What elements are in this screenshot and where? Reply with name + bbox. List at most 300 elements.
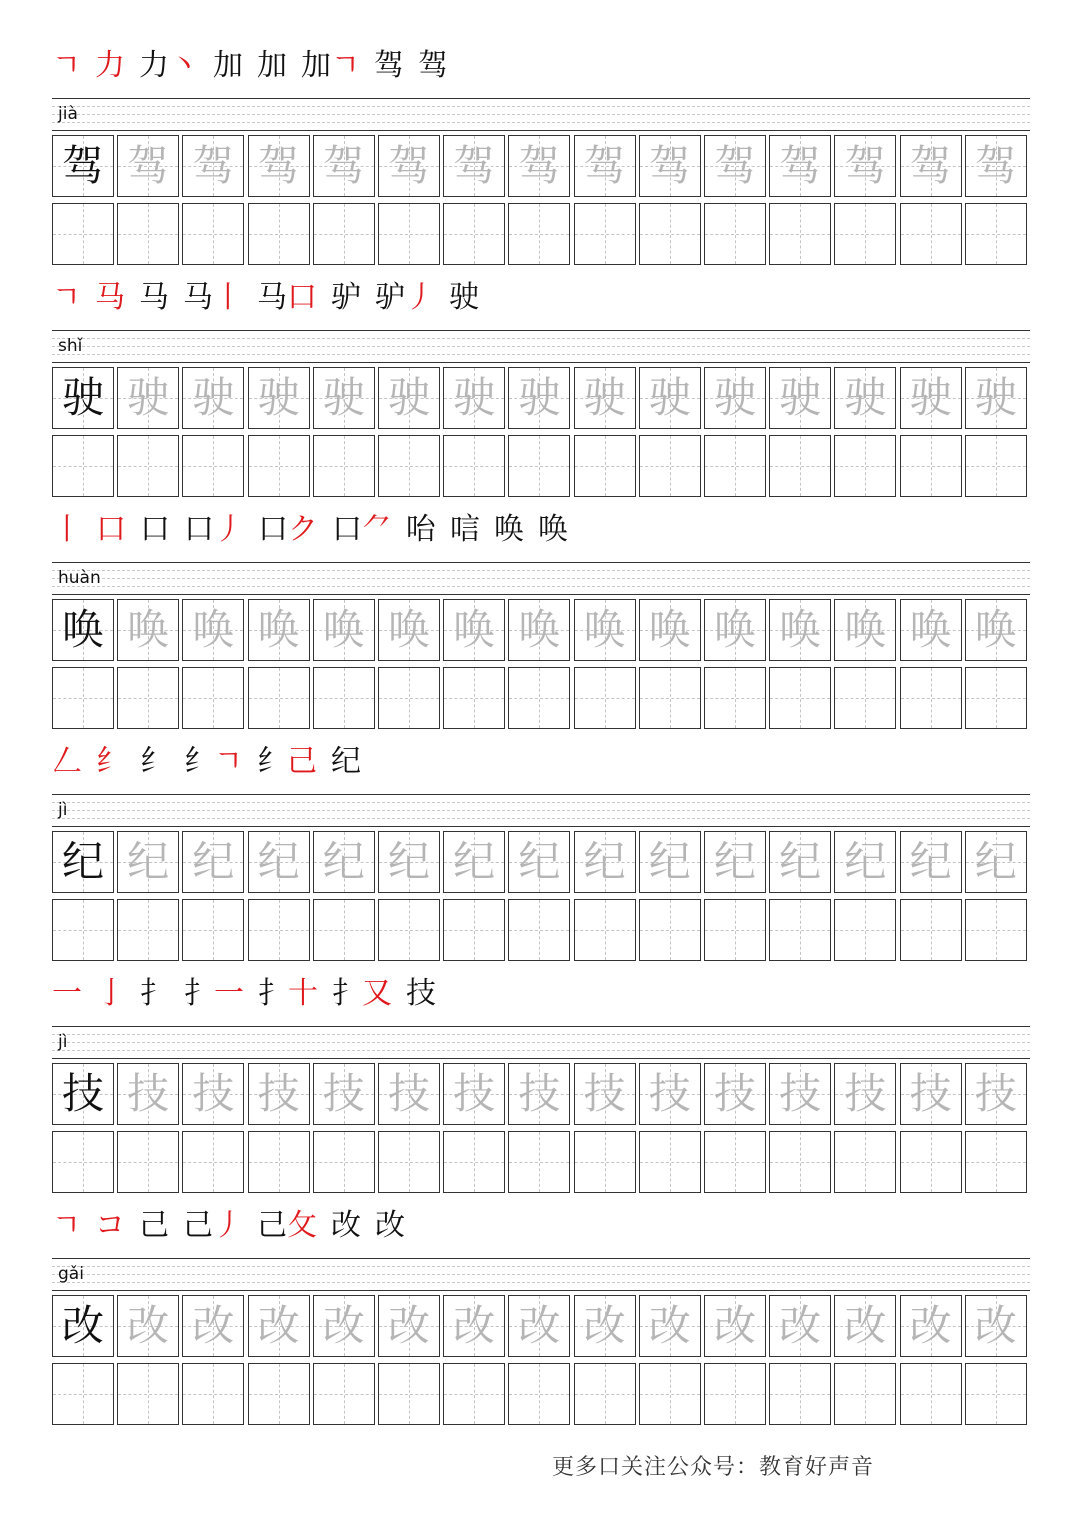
trace-character: 改	[387, 1301, 430, 1350]
stroke-step	[96, 972, 126, 1016]
stroke-step-new: 丨	[212, 280, 243, 315]
trace-cell	[248, 831, 310, 893]
stroke-step-base: 纟	[256, 744, 287, 779]
blank-practice-cell[interactable]	[900, 203, 962, 265]
trace-character: 驶	[909, 373, 952, 422]
stroke-step	[375, 1204, 405, 1248]
trace-cell	[639, 1295, 701, 1357]
trace-cell	[508, 135, 570, 197]
trace-cell	[117, 831, 179, 893]
blank-practice-cell[interactable]	[52, 435, 114, 497]
blank-practice-cell[interactable]	[182, 1131, 244, 1193]
trace-character: 唤	[974, 605, 1017, 654]
trace-character: 驾	[518, 141, 561, 190]
trace-cell	[378, 135, 440, 197]
trace-cell	[508, 367, 570, 429]
blank-practice-cell[interactable]	[704, 667, 766, 729]
stroke-step-base: 马	[138, 280, 169, 315]
blank-practice-cell[interactable]	[182, 435, 244, 497]
trace-cell	[769, 135, 831, 197]
blank-practice-cell[interactable]	[639, 1131, 701, 1193]
stroke-step-base: 扌	[258, 976, 288, 1011]
trace-cell	[574, 135, 636, 197]
trace-cell	[900, 1295, 962, 1357]
trace-cell	[900, 831, 962, 893]
trace-character: 技	[974, 1069, 1017, 1118]
stroke-step-new: ㄱ	[330, 48, 360, 83]
trace-cell	[248, 599, 310, 661]
pinyin-guide-line	[52, 586, 1030, 587]
blank-practice-cell[interactable]	[965, 899, 1027, 961]
trace-cell	[965, 135, 1027, 197]
trace-character: 驶	[322, 373, 365, 422]
blank-practice-cell[interactable]	[574, 667, 636, 729]
blank-practice-cell[interactable]	[248, 1131, 310, 1193]
stroke-step-base: 加	[300, 48, 331, 83]
stroke-step	[257, 276, 317, 320]
blank-practice-cell[interactable]	[248, 667, 310, 729]
blank-practice-cell[interactable]	[834, 899, 896, 961]
pinyin-guide-line	[52, 1266, 1030, 1267]
trace-character: 纪	[909, 837, 952, 886]
trace-character: 驾	[322, 141, 365, 190]
trace-cell	[704, 1295, 766, 1357]
blank-practice-cell[interactable]	[378, 203, 440, 265]
blank-practice-cell[interactable]	[378, 1363, 440, 1425]
blank-practice-cell[interactable]	[508, 203, 570, 265]
blank-practice-cell[interactable]	[704, 203, 766, 265]
stroke-step-base: 咍	[406, 512, 436, 547]
blank-practice-cell[interactable]	[704, 899, 766, 961]
stroke-step	[449, 276, 479, 320]
pinyin-top-line	[52, 562, 1030, 563]
stroke-step-base: 口	[258, 512, 288, 547]
blank-practice-cell[interactable]	[965, 435, 1027, 497]
blank-practice-cell[interactable]	[443, 203, 505, 265]
blank-practice-cell[interactable]	[117, 1363, 179, 1425]
pinyin-top-line	[52, 794, 1030, 795]
trace-character: 技	[583, 1069, 626, 1118]
blank-practice-cell[interactable]	[508, 667, 570, 729]
trace-character: 改	[322, 1301, 365, 1350]
blank-practice-cell[interactable]	[248, 1363, 310, 1425]
blank-practice-cell[interactable]	[313, 203, 375, 265]
trace-character: 驶	[127, 373, 170, 422]
blank-practice-cell[interactable]	[443, 1363, 505, 1425]
trace-character: 驾	[844, 141, 887, 190]
trace-character: 驶	[387, 373, 430, 422]
blank-practice-cell[interactable]	[117, 203, 179, 265]
blank-practice-cell[interactable]	[378, 1131, 440, 1193]
blank-practice-cell[interactable]	[900, 667, 962, 729]
blank-practice-cell[interactable]	[574, 1131, 636, 1193]
trace-cell	[378, 1295, 440, 1357]
blank-practice-cell[interactable]	[900, 435, 962, 497]
stroke-step-base: 己	[256, 1208, 287, 1243]
stroke-step	[331, 740, 361, 784]
blank-practice-cell[interactable]	[508, 1131, 570, 1193]
tracing-row	[52, 599, 1030, 663]
trace-character: 唤	[844, 605, 887, 654]
trace-character: 技	[192, 1069, 235, 1118]
trace-character: 技	[909, 1069, 952, 1118]
blank-practice-cell[interactable]	[248, 899, 310, 961]
stroke-step	[258, 508, 318, 552]
trace-character: 技	[453, 1069, 496, 1118]
stroke-step	[139, 1204, 169, 1248]
trace-character: 改	[192, 1301, 235, 1350]
trace-character: 唤	[322, 605, 365, 654]
practice-row	[52, 1131, 1030, 1195]
blank-practice-cell[interactable]	[900, 899, 962, 961]
blank-practice-cell[interactable]	[834, 1131, 896, 1193]
blank-practice-cell[interactable]	[574, 1363, 636, 1425]
pinyin-bottom-line	[52, 1290, 1030, 1291]
blank-practice-cell[interactable]	[313, 899, 375, 961]
trace-cell	[639, 831, 701, 893]
pinyin-bottom-line	[52, 362, 1030, 363]
stroke-step	[52, 508, 82, 552]
trace-cell	[182, 599, 244, 661]
blank-practice-cell[interactable]	[182, 667, 244, 729]
stroke-order-strip	[52, 740, 375, 784]
trace-character: 驶	[583, 373, 626, 422]
practice-row	[52, 667, 1030, 731]
stroke-step-new: 丿	[214, 512, 244, 547]
trace-cell	[704, 1063, 766, 1125]
blank-practice-cell[interactable]	[52, 667, 114, 729]
blank-practice-cell[interactable]	[574, 899, 636, 961]
trace-cell	[834, 1063, 896, 1125]
trace-character: 驶	[518, 373, 561, 422]
stroke-step-base: 口	[184, 512, 214, 547]
blank-practice-cell[interactable]	[834, 667, 896, 729]
trace-cell	[900, 135, 962, 197]
trace-character: 技	[387, 1069, 430, 1118]
trace-character: 改	[648, 1301, 691, 1350]
stroke-step-base: 唤	[494, 512, 524, 547]
stroke-step-base: 己	[182, 1208, 213, 1243]
stroke-step	[257, 740, 317, 784]
trace-cell	[248, 1295, 310, 1357]
stroke-step-base: 马	[182, 280, 213, 315]
trace-character: 纪	[257, 837, 300, 886]
tracing-row	[52, 135, 1030, 199]
pinyin-bottom-line	[52, 130, 1030, 131]
pinyin-label: jià	[58, 104, 78, 124]
trace-cell	[378, 831, 440, 893]
trace-cell	[182, 135, 244, 197]
pinyin-label: jì	[58, 1032, 68, 1052]
trace-character: 唤	[779, 605, 822, 654]
trace-cell	[574, 599, 636, 661]
trace-character: 驶	[713, 373, 756, 422]
trace-character: 改	[257, 1301, 300, 1350]
pinyin-guide-line	[52, 354, 1030, 355]
stroke-step	[52, 972, 82, 1016]
blank-practice-cell[interactable]	[769, 667, 831, 729]
blank-practice-cell[interactable]	[52, 1363, 114, 1425]
blank-practice-cell[interactable]	[965, 203, 1027, 265]
trace-character: 纪	[974, 837, 1017, 886]
stroke-step	[184, 972, 244, 1016]
blank-practice-cell[interactable]	[378, 667, 440, 729]
trace-cell	[574, 1295, 636, 1357]
stroke-step-base: 唁	[450, 512, 480, 547]
trace-character: 纪	[844, 837, 887, 886]
blank-practice-cell[interactable]	[248, 435, 310, 497]
trace-cell	[834, 135, 896, 197]
stroke-step	[494, 508, 524, 552]
stroke-step	[52, 276, 81, 320]
trace-character: 驶	[453, 373, 496, 422]
blank-practice-cell[interactable]	[117, 435, 179, 497]
stroke-step	[450, 508, 480, 552]
stroke-order-strip	[52, 44, 462, 88]
pinyin-label: huàn	[58, 568, 101, 588]
stroke-step-new: 一	[52, 976, 82, 1011]
blank-practice-cell[interactable]	[900, 1363, 962, 1425]
trace-cell	[769, 1295, 831, 1357]
trace-character: 改	[974, 1301, 1017, 1350]
tracing-row	[52, 831, 1030, 895]
stroke-step	[183, 276, 243, 320]
blank-practice-cell[interactable]	[378, 435, 440, 497]
blank-practice-cell[interactable]	[639, 667, 701, 729]
stroke-step	[52, 1204, 81, 1248]
blank-practice-cell[interactable]	[965, 1363, 1027, 1425]
blank-practice-cell[interactable]	[508, 899, 570, 961]
trace-cell	[117, 1063, 179, 1125]
blank-practice-cell[interactable]	[769, 899, 831, 961]
stroke-step-new: 丶	[168, 48, 199, 83]
practice-row	[52, 899, 1030, 963]
trace-cell	[248, 135, 310, 197]
pinyin-top-line	[52, 98, 1030, 99]
stroke-step-new: ク	[288, 512, 318, 547]
trace-character: 驾	[192, 141, 235, 190]
trace-cell	[834, 831, 896, 893]
trace-cell	[574, 831, 636, 893]
trace-cell	[965, 367, 1027, 429]
stroke-order-strip	[52, 1204, 419, 1248]
stroke-step	[96, 740, 126, 784]
trace-character: 驾	[583, 141, 626, 190]
trace-cell	[443, 831, 505, 893]
blank-practice-cell[interactable]	[182, 1363, 244, 1425]
stroke-step-base: 纟	[184, 744, 214, 779]
trace-character: 驾	[713, 141, 756, 190]
blank-practice-cell[interactable]	[117, 899, 179, 961]
blank-practice-cell[interactable]	[117, 1131, 179, 1193]
stroke-step-new: コ	[94, 1208, 125, 1243]
trace-cell	[508, 599, 570, 661]
trace-character: 纪	[648, 837, 691, 886]
model-character: 纪	[61, 837, 104, 886]
trace-cell	[117, 135, 179, 197]
stroke-step-new: 马	[94, 280, 125, 315]
pinyin-guide-line	[52, 114, 1030, 115]
trace-cell	[313, 135, 375, 197]
trace-cell	[639, 1063, 701, 1125]
stroke-step	[406, 508, 436, 552]
pinyin-guide-line	[52, 578, 1030, 579]
pinyin-bottom-line	[52, 826, 1030, 827]
stroke-step	[332, 972, 392, 1016]
trace-character: 技	[844, 1069, 887, 1118]
pinyin-guide-line	[52, 1282, 1030, 1283]
pinyin-label: gǎi	[58, 1264, 84, 1284]
stroke-step	[140, 508, 170, 552]
stroke-step-new: 十	[288, 976, 318, 1011]
trace-character: 唤	[192, 605, 235, 654]
stroke-step-new: 又	[362, 976, 392, 1011]
trace-character: 驶	[844, 373, 887, 422]
stroke-step-base: 口	[140, 512, 170, 547]
blank-practice-cell[interactable]	[900, 1131, 962, 1193]
stroke-step	[139, 44, 199, 88]
blank-practice-cell[interactable]	[313, 1131, 375, 1193]
stroke-step-new: 口	[286, 280, 317, 315]
blank-practice-cell[interactable]	[378, 899, 440, 961]
practice-row	[52, 1363, 1030, 1427]
blank-practice-cell[interactable]	[704, 1363, 766, 1425]
blank-practice-cell[interactable]	[639, 435, 701, 497]
trace-character: 唤	[583, 605, 626, 654]
trace-character: 改	[713, 1301, 756, 1350]
blank-practice-cell[interactable]	[443, 667, 505, 729]
pinyin-label: jì	[58, 800, 68, 820]
blank-practice-cell[interactable]	[769, 435, 831, 497]
blank-practice-cell[interactable]	[313, 435, 375, 497]
trace-cell	[182, 1295, 244, 1357]
trace-cell	[443, 1295, 505, 1357]
trace-cell	[965, 1063, 1027, 1125]
blank-practice-cell[interactable]	[834, 1363, 896, 1425]
stroke-step-new: 口	[96, 512, 126, 547]
stroke-step-new: 丨	[52, 512, 82, 547]
stroke-step	[332, 508, 392, 552]
trace-cell	[443, 367, 505, 429]
trace-character: 技	[322, 1069, 365, 1118]
trace-character: 唤	[648, 605, 691, 654]
blank-practice-cell[interactable]	[639, 899, 701, 961]
blank-practice-cell[interactable]	[182, 203, 244, 265]
blank-practice-cell[interactable]	[52, 899, 114, 961]
blank-practice-cell[interactable]	[834, 435, 896, 497]
trace-cell	[313, 1295, 375, 1357]
stroke-step-base: 驴	[374, 280, 405, 315]
blank-practice-cell[interactable]	[639, 203, 701, 265]
trace-character: 唤	[387, 605, 430, 654]
trace-character: 纪	[127, 837, 170, 886]
stroke-step	[375, 276, 435, 320]
footer-note: 更多口关注公众号：教育好声音	[552, 1455, 875, 1480]
trace-character: 技	[779, 1069, 822, 1118]
stroke-step-base: 加	[256, 48, 287, 83]
trace-character: 驶	[192, 373, 235, 422]
trace-cell	[965, 831, 1027, 893]
blank-practice-cell[interactable]	[834, 203, 896, 265]
blank-practice-cell[interactable]	[965, 667, 1027, 729]
blank-practice-cell[interactable]	[574, 203, 636, 265]
blank-practice-cell[interactable]	[508, 435, 570, 497]
trace-cell	[182, 1063, 244, 1125]
stroke-step-base: 纪	[330, 744, 361, 779]
trace-cell	[378, 599, 440, 661]
trace-cell	[182, 367, 244, 429]
trace-character: 驶	[974, 373, 1017, 422]
stroke-step	[374, 44, 404, 88]
model-cell	[52, 135, 114, 197]
trace-cell	[117, 367, 179, 429]
trace-cell	[965, 1295, 1027, 1357]
stroke-step-base: 驶	[448, 280, 479, 315]
blank-practice-cell[interactable]	[769, 203, 831, 265]
stroke-step	[213, 44, 243, 88]
blank-practice-cell[interactable]	[704, 1131, 766, 1193]
trace-cell	[248, 1063, 310, 1125]
trace-character: 纪	[518, 837, 561, 886]
blank-practice-cell[interactable]	[443, 899, 505, 961]
trace-character: 技	[257, 1069, 300, 1118]
blank-practice-cell[interactable]	[965, 1131, 1027, 1193]
blank-practice-cell[interactable]	[704, 435, 766, 497]
trace-cell	[900, 1063, 962, 1125]
blank-practice-cell[interactable]	[508, 1363, 570, 1425]
blank-practice-cell[interactable]	[443, 435, 505, 497]
blank-practice-cell[interactable]	[248, 203, 310, 265]
blank-practice-cell[interactable]	[313, 1363, 375, 1425]
trace-cell	[248, 367, 310, 429]
pinyin-guide-line	[52, 810, 1030, 811]
stroke-step-base: 驴	[330, 280, 361, 315]
model-character: 唤	[61, 605, 104, 654]
model-character: 驶	[61, 373, 104, 422]
trace-cell	[834, 599, 896, 661]
stroke-step-base: 马	[256, 280, 287, 315]
trace-cell	[639, 367, 701, 429]
pinyin-guide-line	[52, 1050, 1030, 1051]
stroke-step	[418, 44, 448, 88]
blank-practice-cell[interactable]	[769, 1131, 831, 1193]
blank-practice-cell[interactable]	[117, 667, 179, 729]
blank-practice-cell[interactable]	[443, 1131, 505, 1193]
trace-cell	[704, 831, 766, 893]
trace-character: 驾	[974, 141, 1017, 190]
blank-practice-cell[interactable]	[639, 1363, 701, 1425]
trace-character: 唤	[909, 605, 952, 654]
trace-cell	[639, 135, 701, 197]
stroke-step-base: 纟	[140, 744, 170, 779]
tracing-row	[52, 1063, 1030, 1127]
pinyin-guide-line	[52, 122, 1030, 123]
stroke-step	[140, 972, 170, 1016]
blank-practice-cell[interactable]	[574, 435, 636, 497]
blank-practice-cell[interactable]	[313, 667, 375, 729]
trace-character: 唤	[713, 605, 756, 654]
trace-character: 驶	[648, 373, 691, 422]
blank-practice-cell[interactable]	[182, 899, 244, 961]
stroke-step-base: 唤	[538, 512, 568, 547]
trace-cell	[313, 367, 375, 429]
trace-cell	[313, 599, 375, 661]
blank-practice-cell[interactable]	[769, 1363, 831, 1425]
tracing-row	[52, 1295, 1030, 1359]
stroke-step-new: 纟	[96, 744, 126, 779]
blank-practice-cell[interactable]	[52, 203, 114, 265]
blank-practice-cell[interactable]	[52, 1131, 114, 1193]
